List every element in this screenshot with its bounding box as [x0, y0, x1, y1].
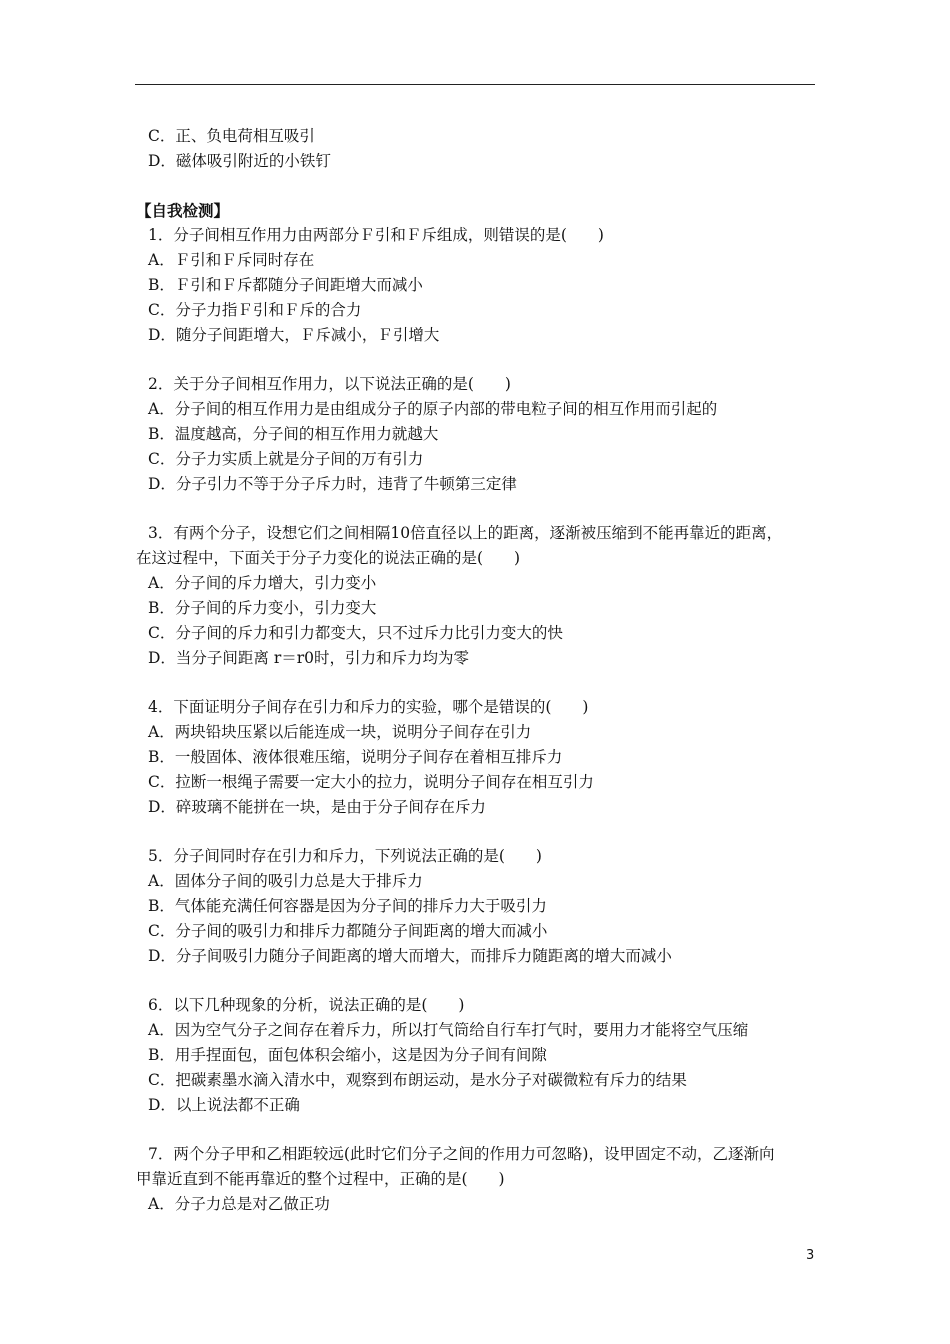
question-stem: 7．两个分子甲和乙相距较远(此时它们分子之间的作用力可忽略)，设甲固定不动，乙逐渐向 — [148, 1145, 775, 1163]
page-content — [136, 124, 838, 1217]
option-line: A．两块铅块压紧以后能连成一块，说明分子间存在引力 — [148, 723, 532, 741]
question-stem-continued: 在这过程中，下面关于分子力变化的说法正确的是( ) — [136, 549, 521, 567]
option-line: B．Ｆ引和Ｆ斥都随分子间距增大而减小 — [148, 276, 423, 294]
question-stem: 1．分子间相互作用力由两部分Ｆ引和Ｆ斥组成，则错误的是( ) — [148, 226, 604, 244]
option-line: A．分子间的斥力增大，引力变小 — [148, 574, 377, 592]
option-line: D．随分子间距增大，Ｆ斥减小，Ｆ引增大 — [148, 326, 440, 344]
option-line: C．分子间的斥力和引力都变大，只不过斥力比引力变大的快 — [148, 624, 563, 642]
option-line: D．分子引力不等于分子斥力时，违背了牛顿第三定律 — [148, 475, 517, 493]
question-7 — [136, 1142, 838, 1217]
option-line: A．分子力总是对乙做正功 — [148, 1195, 330, 1213]
question-stem: 2．关于分子间相互作用力，以下说法正确的是( ) — [148, 375, 511, 393]
option-line: D．当分子间距离 r＝r0时，引力和斥力均为零 — [148, 649, 470, 667]
question-5 — [148, 844, 838, 969]
question-stem: 5．分子间同时存在引力和斥力，下列说法正确的是( ) — [148, 847, 542, 865]
option-line: B．气体能充满任何容器是因为分子间的排斥力大于吸引力 — [148, 897, 547, 915]
question-3 — [136, 521, 838, 671]
option-line: C．把碳素墨水滴入清水中，观察到布朗运动，是水分子对碳微粒有斥力的结果 — [148, 1071, 687, 1089]
question-stem: 6．以下几种现象的分析，说法正确的是( ) — [148, 996, 465, 1014]
section-title: 【自我检测】 — [136, 201, 230, 220]
question-stem: 3．有两个分子，设想它们之间相隔10倍直径以上的距离，逐渐被压缩到不能再靠近的距离， — [148, 524, 783, 542]
question-2 — [148, 372, 838, 497]
question-1 — [148, 223, 838, 348]
option-line: C．分子间的吸引力和排斥力都随分子间距离的增大而减小 — [148, 922, 548, 940]
option-line: B．温度越高，分子间的相互作用力就越大 — [148, 425, 439, 443]
option-line: D．分子间吸引力随分子间距离的增大而增大，而排斥力随距离的增大而减小 — [148, 947, 672, 965]
option-line: B．一般固体、液体很难压缩，说明分子间存在着相互排斥力 — [148, 748, 563, 766]
option-line: C．拉断一根绳子需要一定大小的拉力，说明分子间存在相互引力 — [148, 773, 594, 791]
option-line: A．固体分子间的吸引力总是大于排斥力 — [148, 872, 423, 890]
option-line: C．分子力指Ｆ引和Ｆ斥的合力 — [148, 301, 362, 319]
option-line: C．正、负电荷相互吸引 — [148, 127, 315, 145]
page-number: 3 — [806, 1248, 815, 1263]
option-line: D．以上说法都不正确 — [148, 1096, 300, 1114]
option-line: A．Ｆ引和Ｆ斥同时存在 — [148, 251, 315, 269]
question-6 — [148, 993, 838, 1118]
question-stem-continued: 甲靠近直到不能再靠近的整个过程中，正确的是( ) — [136, 1170, 505, 1188]
option-line: D．碎玻璃不能拼在一块，是由于分子间存在斥力 — [148, 798, 486, 816]
question-4 — [148, 695, 838, 820]
option-line: B．分子间的斥力变小，引力变大 — [148, 599, 377, 617]
previous-question-options — [148, 124, 838, 174]
question-stem: 4．下面证明分子间存在引力和斥力的实验，哪个是错误的( ) — [148, 698, 589, 716]
option-line: D．磁体吸引附近的小铁钉 — [148, 152, 331, 170]
option-line: C．分子力实质上就是分子间的万有引力 — [148, 450, 424, 468]
option-line: A．分子间的相互作用力是由组成分子的原子内部的带电粒子间的相互作用而引起的 — [148, 400, 718, 418]
header-rule — [135, 84, 815, 85]
option-line: B．用手捏面包，面包体积会缩小，这是因为分子间有间隙 — [148, 1046, 547, 1064]
option-line: A．因为空气分子之间存在着斥力，所以打气筒给自行车打气时，要用力才能将空气压缩 — [148, 1021, 749, 1039]
